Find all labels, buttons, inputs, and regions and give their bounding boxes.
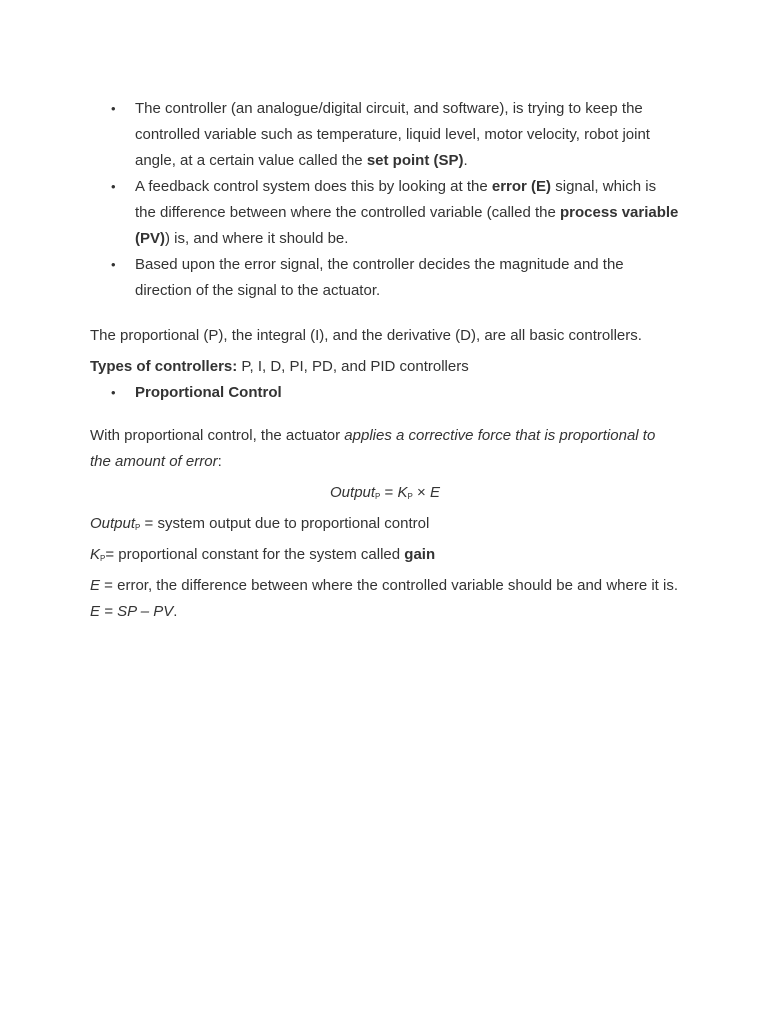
- error-formula: E = SP – PV: [90, 603, 174, 620]
- kp-definition-text: = proportional constant for the system called: [105, 546, 405, 563]
- error-definition-text: = error, the difference between where the controlled variable should be and where it is.: [100, 577, 679, 594]
- e-term: E: [90, 577, 101, 594]
- kp-definition: [90, 542, 680, 568]
- formula-output: Output: [330, 484, 376, 501]
- kp-term: K: [90, 546, 101, 563]
- bullet-text: A feedback control system does this by looking at the: [135, 178, 492, 195]
- description-text: With proportional control, the actuator: [90, 427, 345, 444]
- gain-term: gain: [404, 546, 436, 563]
- set-point-term: set point (SP): [366, 152, 464, 169]
- document-content: [90, 96, 680, 625]
- output-term: Output: [90, 515, 136, 532]
- types-of-controllers-paragraph: [90, 354, 680, 380]
- bullet-error-signal: [90, 252, 680, 304]
- bullet-text-mid: signal, which is the difference between where the controlled variable (called the: [135, 178, 657, 221]
- formula-equals: =: [380, 484, 398, 501]
- kp-term-subscript: P: [100, 554, 106, 563]
- formula-k-subscript: P: [407, 492, 413, 501]
- formula-e: E: [429, 484, 440, 501]
- description-end: :: [217, 453, 222, 470]
- proportional-control-heading: [90, 380, 680, 406]
- proportional-description-paragraph: [90, 423, 680, 475]
- basic-controllers-paragraph: The proportional (P), the integral (I), and the derivative (D), are all basic controllers.: [90, 327, 642, 344]
- output-formula: [90, 480, 680, 506]
- error-definition-end: .: [173, 603, 178, 620]
- error-definition: [90, 573, 680, 625]
- intro-bullet-list: [90, 96, 680, 304]
- formula-output-subscript: P: [375, 492, 381, 501]
- error-term: error (E): [491, 178, 552, 195]
- bullet-text: The controller (an analogue/digital circuit, and software), is trying to keep the controlled variable such as temperature, liquid level, motor velocity, robot joint angle, at a certain value called the: [135, 100, 650, 169]
- process-variable-term: process variable (PV): [135, 204, 679, 247]
- types-text: P, I, D, PI, PD, and PID controllers: [237, 358, 469, 375]
- formula-times: ×: [412, 484, 430, 501]
- bullet-feedback: [90, 174, 680, 252]
- section-bullet-list: [90, 380, 680, 406]
- bullet-text-end: .: [463, 152, 468, 169]
- proportional-heading-text: Proportional Control: [135, 384, 282, 401]
- types-label: Types of controllers:: [90, 358, 238, 375]
- bullet-text: Based upon the error signal, the controller decides the magnitude and the direction of the signal to the actuator.: [135, 256, 624, 299]
- description-italic: applies a corrective force that is proportional to the amount of error: [90, 427, 656, 470]
- bullet-text-end: ) is, and where it should be.: [165, 230, 349, 247]
- output-definition-text: = system output due to proportional control: [140, 515, 430, 532]
- bullet-set-point: [90, 96, 680, 174]
- output-term-subscript: P: [135, 523, 141, 532]
- output-definition: [90, 511, 680, 537]
- formula-k: K: [397, 484, 408, 501]
